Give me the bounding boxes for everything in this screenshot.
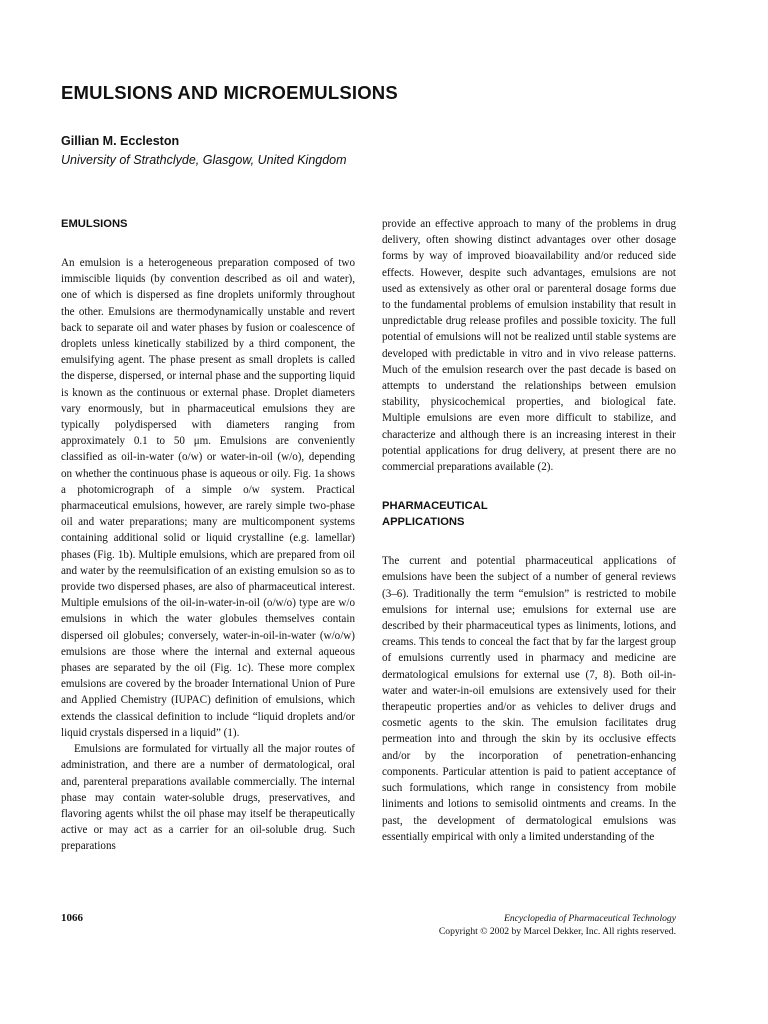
paragraph: Emulsions are formulated for virtually all the major routes of administration, and there are a number of dermatological, oral and, parenteral preparations available commercially. The internal phase may contain water-soluble drugs, preservatives, and flavoring agents whilst the oil phase may itself be therapeutically active or may act as a carrier for an oil-soluble drug. Such preparations <box>61 743 355 853</box>
journal-name: Encyclopedia of Pharmaceutical Technology <box>503 913 676 924</box>
author-affiliation: University of Strathclyde, Glasgow, United Kingdom <box>61 153 347 167</box>
left-column <box>61 216 355 855</box>
page-number: 1066 <box>61 912 83 924</box>
footer-citation <box>439 912 676 938</box>
section-heading-pharmaceutical-applications <box>382 498 676 530</box>
copyright-notice: Copyright © 2002 by Marcel Dekker, Inc. All rights reserved. <box>438 926 676 937</box>
right-column <box>382 216 676 845</box>
author-name: Gillian M. Eccleston <box>61 134 180 148</box>
heading-line: PHARMACEUTICAL <box>382 500 488 513</box>
paragraph: The current and potential pharmaceutical applications of emulsions have been the subject of a number of general reviews (3–6). Traditionally the term “emulsion” is restricted to mobile emulsions for internal use; emulsions for external use are described by their pharmaceutical types as liniments, lotions, and creams. This tends to conceal the fact that by far the largest group of emulsions currently used in pharmacy and medicine are dermatological emulsions for external use (7, 8). Both oil-in-water and water-in-oil emulsions are extensively used for their therapeutic properties and/or as vehicles to deliver drugs and cosmetic agents to the skin. The emulsion facilitates drug permeation into and through the skin by its occlusive effects and/or by the incorporation of penetration-enhancing components. Particular attention is paid to patient acceptance of such formulations, which range in consistency from mobile liniments and lotions to semisolid ointments and creams. In the past, the development of dermatological emulsions was essentially empirical with only a limited understanding of the <box>382 555 676 843</box>
paragraph: provide an effective approach to many of the problems in drug delivery, often showing distinct advantages over other dosage forms by way of improved bioavailability and/or reduced side effects. However, despite such advantages, emulsions are not used as extensively as other oral or parenteral dosage forms due to the fundamental problems of emulsion instability that result in unpredictable drug release profiles and possible toxicity. The full potential of emulsions will not be realized until stable systems are developed with predictable in vitro and in vivo release patterns. Much of the emulsion research over the past decade is based on attempts to understand the relationships between emulsion stability, physicochemical properties, and biological fate. Multiple emulsions are even more difficult to stabilize, and characterize and although there is an increasing interest in their potential applications for drug delivery, at present there are no commercial preparations available (2). <box>382 218 676 474</box>
article-title: EMULSIONS AND MICROEMULSIONS <box>61 82 398 103</box>
paragraph: An emulsion is a heterogeneous preparation composed of two immiscible liquids (by convention described as oil and water), one of which is dispersed as fine droplets uniformly throughout the other. Emulsions are thermodynamically unstable and revert back to separate oil and water phases by fusion or coalescence of droplets unless kinetically stabilized by a third component, the emulsifying agent. The phase present as small droplets is called the disperse, dispersed, or internal phase and the supporting liquid is known as the continuous or external phase. Droplet diameters vary enormously, but in pharmaceutical emulsions they are typically polydispersed with diameters ranging from approximately 0.1 to 50 μm. Emulsions are conveniently classified as oil-in-water (o/w) or water-in-oil (w/o), depending on whether the continuous phase is aqueous or oily. Fig. 1a shows a photomicrograph of a simple o/w system. Practical pharmaceutical emulsions, however, are rarely simple two-phase oil and water preparations; many are multicomponent systems containing additional solid or liquid crystalline (e.g. lamellar) phases (Fig. 1b). Multiple emulsions, which are prepared from oil and water by the reemulsification of an existing emulsion so as to provide two dispersed phases, are also of pharmaceutical interest. Multiple emulsions of the oil-in-water-in-oil (o/w/o) type are w/o emulsions in which the water globules themselves contain dispersed oil globules; conversely, water-in-oil-in-water (w/o/w) emulsions are those where the internal and external aqueous phases are separated by the oil (Fig. 1c). These more complex emulsions are covered by the broader International Union of Pure and Applied Chemistry (IUPAC) definition of emulsions, which extends the classical definition to include “liquid droplets and/or liquid crystals dispersed in a liquid” (1). <box>61 257 355 739</box>
section-heading-emulsions: EMULSIONS <box>61 218 128 230</box>
heading-line: APPLICATIONS <box>382 516 465 529</box>
